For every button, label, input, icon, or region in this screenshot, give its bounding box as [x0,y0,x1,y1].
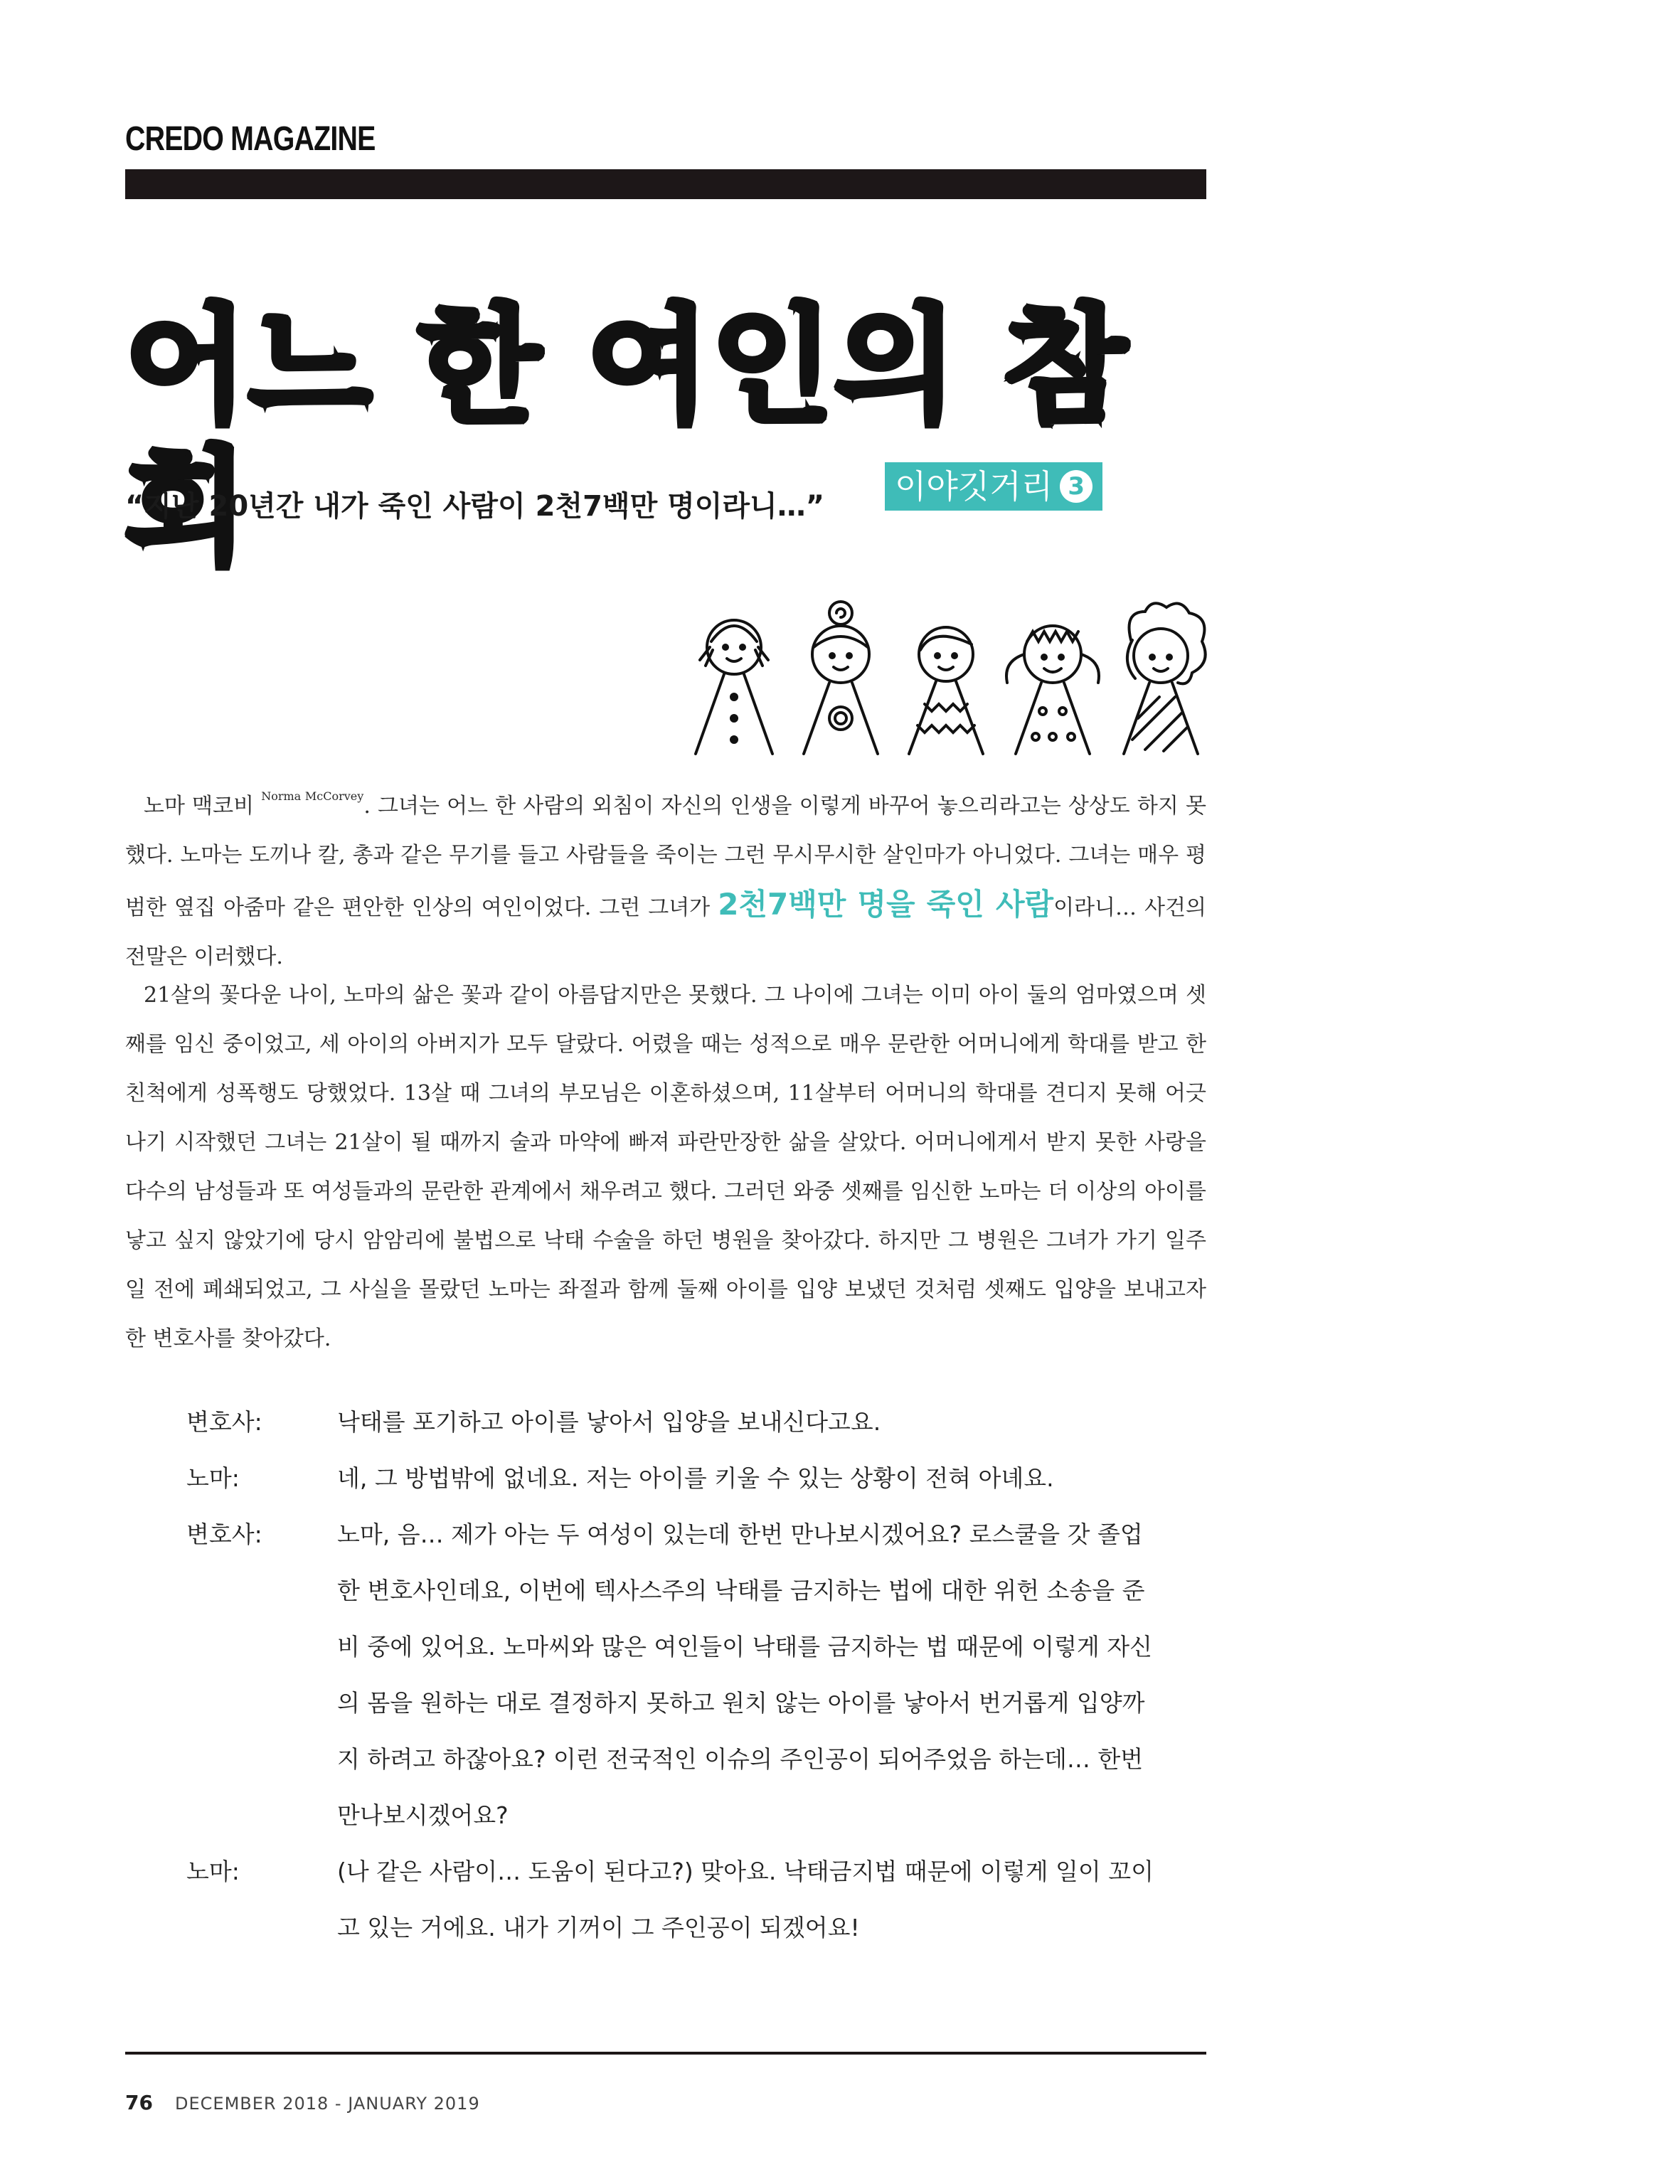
dialogue-speaker [186,1731,337,1787]
dialogue-line [186,1506,1196,1562]
magazine-name: CREDO MAGAZINE [125,120,376,158]
dialogue-line [186,1900,1196,1956]
dialogue-speaker [186,1900,337,1956]
dialogue-speech: (나 같은 사람이… 도움이 된다고?) 맞아요. 낙태금지법 때문에 이렇게 일이 꼬이 [337,1858,1154,1885]
girl-4 [1006,626,1099,754]
dialogue-line [186,1394,1196,1450]
para1-text-b: . 그녀는 어느 한 사람의 외침이 자신의 인생을 이렇게 바꾸어 놓으리라고는 상상도 하지 못했다. 노마는 도끼나 칼, 총과 같은 무기를 들고 사람들을 죽이는 그런 무시무시한 살인마가 아니었다. 그녀는 매우 평범한 옆집 아줌마 같은 편안한 인상의 여인이었다. 그런 그녀가 [125,794,1206,920]
dialogue-speaker: 변호사: [186,1408,262,1436]
name-en-superscript: Norma McCorvey [261,789,364,803]
footer-rule [125,2052,1206,2055]
issue-date: DECEMBER 2018 - JANUARY 2019 [175,2094,480,2114]
girl-5 [1124,603,1206,754]
article-title: 어느 한 여인의 참회 [125,292,1128,582]
dialogue-speech: 고 있는 거에요. 내가 기꺼이 그 주인공이 되겠어요! [337,1914,860,1941]
five-doodle-girls-icon [683,597,1223,761]
series-tag [885,462,1102,511]
dialogue-speaker [186,1562,337,1619]
header-bar [125,169,1206,199]
dialogue-line [186,1562,1196,1619]
dialogue-speech: 의 몸을 원하는 대로 결정하지 못하고 원치 않는 아이를 낳아서 번거롭게 입양까 [337,1689,1145,1717]
dialogue-line [186,1787,1196,1843]
para1-text-c: 이라니… 사건의 전말은 이러했다. [125,895,1206,969]
dialogue-speech: 지 하려고 하잖아요? 이런 전국적인 이슈의 주인공이 되어주었음 하는데… 한번 [337,1745,1144,1773]
series-number-badge: 3 [1060,470,1092,503]
dialogue-speaker [186,1787,337,1843]
dialogue-line [186,1619,1196,1675]
dialogue-speech: 낙태를 포기하고 아이를 낳아서 입양을 보내신다고요. [337,1408,881,1436]
article-subtitle: “지난 20년간 내가 죽인 사람이 2천7백만 명이라니…” [125,490,824,523]
dialogue-line [186,1450,1196,1506]
dialogue-speaker [186,1619,337,1675]
girl-2 [804,602,878,754]
dialogue-line [186,1731,1196,1787]
dialogue-line [186,1843,1196,1900]
dialogue-speaker: 노마: [186,1464,240,1492]
para1-text-a: 노마 맥코비 [144,794,255,819]
body-paragraph-1 [125,772,1206,981]
dialogue-speech: 노마, 음… 제가 아는 두 여성이 있는데 한번 만나보시겠어요? 로스쿨을 갓 졸업 [337,1520,1143,1548]
body-paragraph-2: 21살의 꽃다운 나이, 노마의 삶은 꽃과 같이 아름답지만은 못했다. 그 나이에 그녀는 이미 아이 둘의 엄마였으며 셋째를 임신 중이었고, 세 아이의 아버지가 모두 달랐다. 어렸을 때는 성적으로 매우 문란한 어머니에게 학대를 받고 한 친척에게 성폭행도 당했었다. 13살 때 그녀의 부모님은 이혼하셨으며, 11살부터 어머니의 학대를 견디지 못해 어긋나기 시작했던 그녀는 21살이 될 때까지 술과 마약에 빠져 파란만장한 삶을 살았다. 어머니에게서 받지 못한 사랑을 다수의 남성들과 또 여성들과의 문란한 관계에서 채우려고 했다. 그러던 와중 셋째를 임신한 노마는 더 이상의 아이를 낳고 싶지 않았기에 당시 암암리에 불법으로 낙태 수술을 하던 병원을 찾아갔다. 하지만 그 병원은 그녀가 가기 일주일 전에 폐쇄되었고, 그 사실을 몰랐던 노마는 좌절과 함께 둘째 아이를 입양 보냈던 것처럼 셋째도 입양을 보내고자 한 변호사를 찾아갔다. [125,983,1206,1351]
dialogue-speech: 만나보시겠어요? [337,1801,509,1829]
dialogue-speech: 비 중에 있어요. 노마씨와 많은 여인들이 낙태를 금지하는 법 때문에 이렇게 자신 [337,1633,1152,1661]
dialogue-speech: 한 변호사인데요, 이번에 텍사스주의 낙태를 금지하는 법에 대한 위헌 소송을 준 [337,1577,1145,1604]
dialogue [186,1394,1196,1956]
highlight-phrase: 2천7백만 명을 죽인 사람 [718,887,1054,922]
page-number: 76 [125,2091,153,2114]
series-label: 이야깃거리 [895,467,1053,506]
dialogue-speaker: 노마: [186,1858,240,1885]
dialogue-speaker: 변호사: [186,1520,262,1548]
girl-1 [696,620,772,754]
girl-3 [909,627,983,754]
dialogue-speaker [186,1675,337,1731]
dialogue-speech: 네, 그 방법밖에 없네요. 저는 아이를 키울 수 있는 상황이 전혀 아녜요. [337,1464,1054,1492]
dialogue-line [186,1675,1196,1731]
